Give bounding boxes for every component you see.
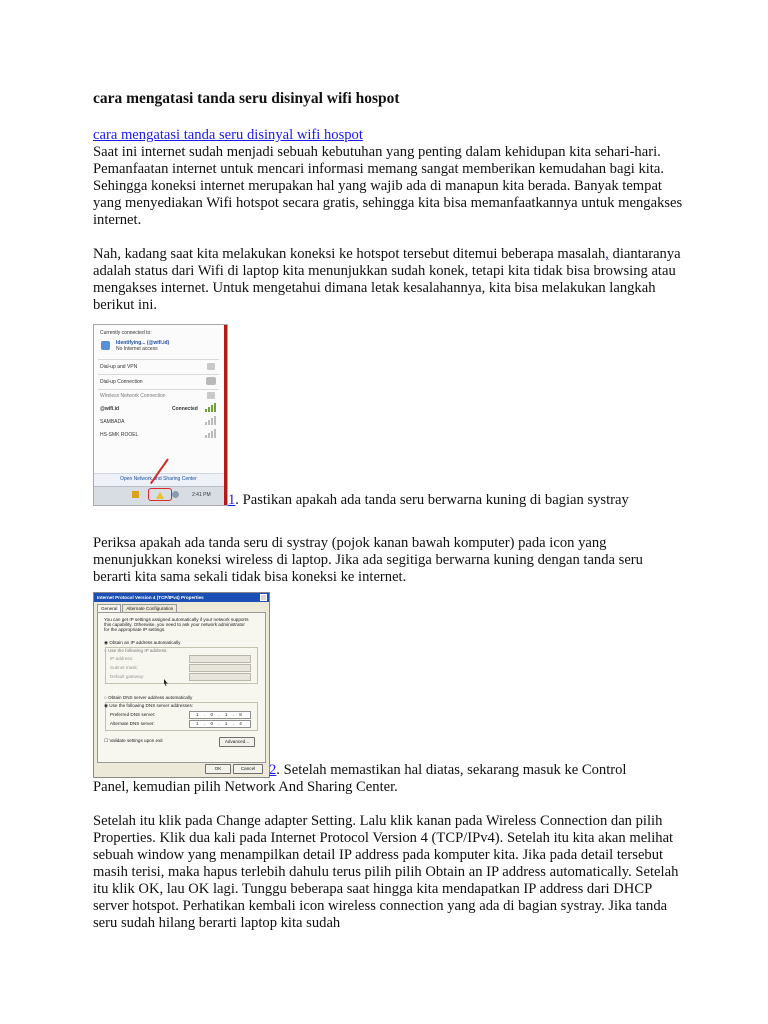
close-icon[interactable] [260,594,267,601]
ok-button[interactable]: OK [205,764,231,774]
desc-line-1: You can get IP settings assigned automatically if your network supports [104,617,249,622]
preferred-dns-label: Preferred DNS server: [110,712,156,717]
validate-checkbox[interactable]: ☐ Validate settings upon exit [104,738,163,743]
wifi-popup-screenshot [93,324,228,506]
subnet-mask-label: Subnet mask: [110,665,139,670]
general-panel [97,612,266,763]
step-2-text-b: Panel, kemudian pilih Network And Sharing Center. [93,779,398,795]
step-1 [228,492,688,509]
paragraph-systray: Periksa apakah ada tanda seru di systray (pojok kanan bawah komputer) pada icon yang menunjukkan koneksi wireless di laptop. Jika ada segitiga berwarna kuning dengan tanda seru berarti kita sama sekali tidak bisa koneksi ke internet. [93,535,643,585]
ip-address-field[interactable] [189,655,251,663]
tcpip-properties-screenshot [93,592,270,778]
use-ip-label: Use the following IP address: [108,648,168,653]
network-wifi-id[interactable]: @wifi.id [100,406,120,412]
phone-icon [206,377,216,385]
network-warning-icon [132,491,139,498]
alternate-dns-field[interactable]: 1 . 0 . 1 . 4 [189,720,251,728]
signal-strength-icon [205,429,215,438]
signal-strength-icon [205,416,215,425]
step-1-link[interactable]: 1 [228,492,236,508]
use-dns-label: Use the following DNS server addresses: [109,703,194,708]
currently-connected-label: Currently connected to: [100,330,152,336]
step-2-text-a: . Setelah memastikan hal diatas, sekarang masuk ke Control [276,762,627,778]
paragraph-instructions: Setelah itu klik pada Change adapter Setting. Lalu klik kanan pada Wireless Connection dan pilih Properties. Klik dua kali pada Internet Protocol Version 4 (TCP/IPv4). Setelah itu kita akan melihat sebuah window yang menampilkan detail IP address pada komputer kita. Jika pada detail tersebut masih terisi, maka hapus terlebih dahulu terus pilih pilih Obtain an IP address automatically. Setelah itu klik OK, lau OK lagi. Tunggu beberapa saat hingga kita mendapatkan IP address dari DHCP server hotspot. Perhatikan kembali icon wireless connection yang ada di bagian systray. Jika tanda seru sudah hilang berarti laptop kita sudah [93,813,679,931]
desc-line-2: this capability. Otherwise, you need to ask your network administrator [104,622,245,627]
dialog-titlebar: Internet Protocol Version 4 (TCP/IPv4) Properties [94,593,269,602]
dialup-connection-label: Dial-up Connection [100,379,143,385]
speaker-icon [172,491,179,498]
use-dns-radio[interactable]: ◉ Use the following DNS server addresses: [104,703,194,708]
signal-strength-icon [205,403,215,412]
tab-alternate[interactable]: Alternate Configuration [122,604,177,612]
paragraph-problem-a: Nah, kadang saat kita melakukan koneksi ke hotspot tersebut ditemui beberapa masalah [93,246,606,262]
ip-address-label: IP address: [110,656,134,661]
article-link[interactable]: cara mengatasi tanda seru disinyal wifi hospot [93,127,363,143]
subnet-mask-field[interactable] [189,664,251,672]
network-sambada[interactable]: SAMBADA [100,419,125,425]
red-border [224,325,227,506]
network-identifying: Identifying... (@wifi.id) [116,340,170,346]
step-1-text: . Pastikan apakah ada tanda seru berwarna kuning di bagian systray [235,492,629,508]
paragraph-problem-b: diantaranya adalah status dari Wifi di laptop kita menunjukkan sudah konek, tetapi kita tidak bisa browsing atau mengakses internet. Untuk mengetahui dimana letak kesalahannya, kita bisa melakukan langkah berikut ini. [93,246,681,313]
red-highlight-circle [148,488,172,501]
article [93,90,683,931]
chevron-up-icon [207,392,215,399]
dialup-vpn-label: Dial-up and VPN [100,364,138,370]
alternate-dns-label: Alternate DNS server: [110,721,155,726]
step-2-link[interactable]: 2 [269,762,277,778]
obtain-dns-label: Obtain DNS server address automatically [108,695,193,700]
wireless-connection-label: Wireless Network Connection [100,393,166,399]
preferred-dns-field[interactable]: 1 . 0 . 1 . 8 [189,711,251,719]
chevron-up-icon [207,363,215,370]
step-2 [269,762,689,779]
connected-status: Connected [172,406,198,412]
article-title: cara mengatasi tanda seru disinyal wifi hospot [93,90,400,107]
gateway-label: Default gateway: [110,674,145,679]
inline-comma-link[interactable]: , [605,246,609,262]
cancel-button[interactable]: Cancel [233,764,263,774]
tab-general[interactable]: General [97,604,121,612]
desc-line-3: for the appropriate IP settings. [104,627,166,632]
paragraph-intro: Saat ini internet sudah menjadi sebuah kebutuhan yang penting dalam kehidupan kita sehari-hari. Pemanfaatan internet untuk mencari informasi memang sangat memberikan kemudahan bagi kita. Sehingga koneksi internet merupakan hal yang wajib ada di manapun kita berada. Banyak tempat yang menyediakan Wifi hotspot secara gratis, sehingga kita bisa memanfaatkannya untuk mengakses internet. [93,144,683,228]
network-icon [101,341,110,350]
gateway-field[interactable] [189,673,251,681]
clock: 2:41 PM [192,492,211,498]
validate-label: Validate settings upon exit [109,738,163,743]
obtain-ip-radio[interactable]: ◉ Obtain an IP address automatically [104,640,181,645]
obtain-ip-label: Obtain an IP address automatically [109,640,181,645]
no-internet-access: No Internet access [116,346,158,352]
network-hs-smk[interactable]: HS-SMK ROOEL [100,432,139,438]
use-ip-radio[interactable]: ○ Use the following IP address: [104,648,168,653]
advanced-button[interactable]: Advanced... [219,737,255,747]
obtain-dns-radio[interactable]: ○ Obtain DNS server address automatically [104,695,193,700]
paragraph-problem [93,246,683,314]
open-network-sharing-link[interactable]: Open Network and Sharing Center [120,476,197,482]
